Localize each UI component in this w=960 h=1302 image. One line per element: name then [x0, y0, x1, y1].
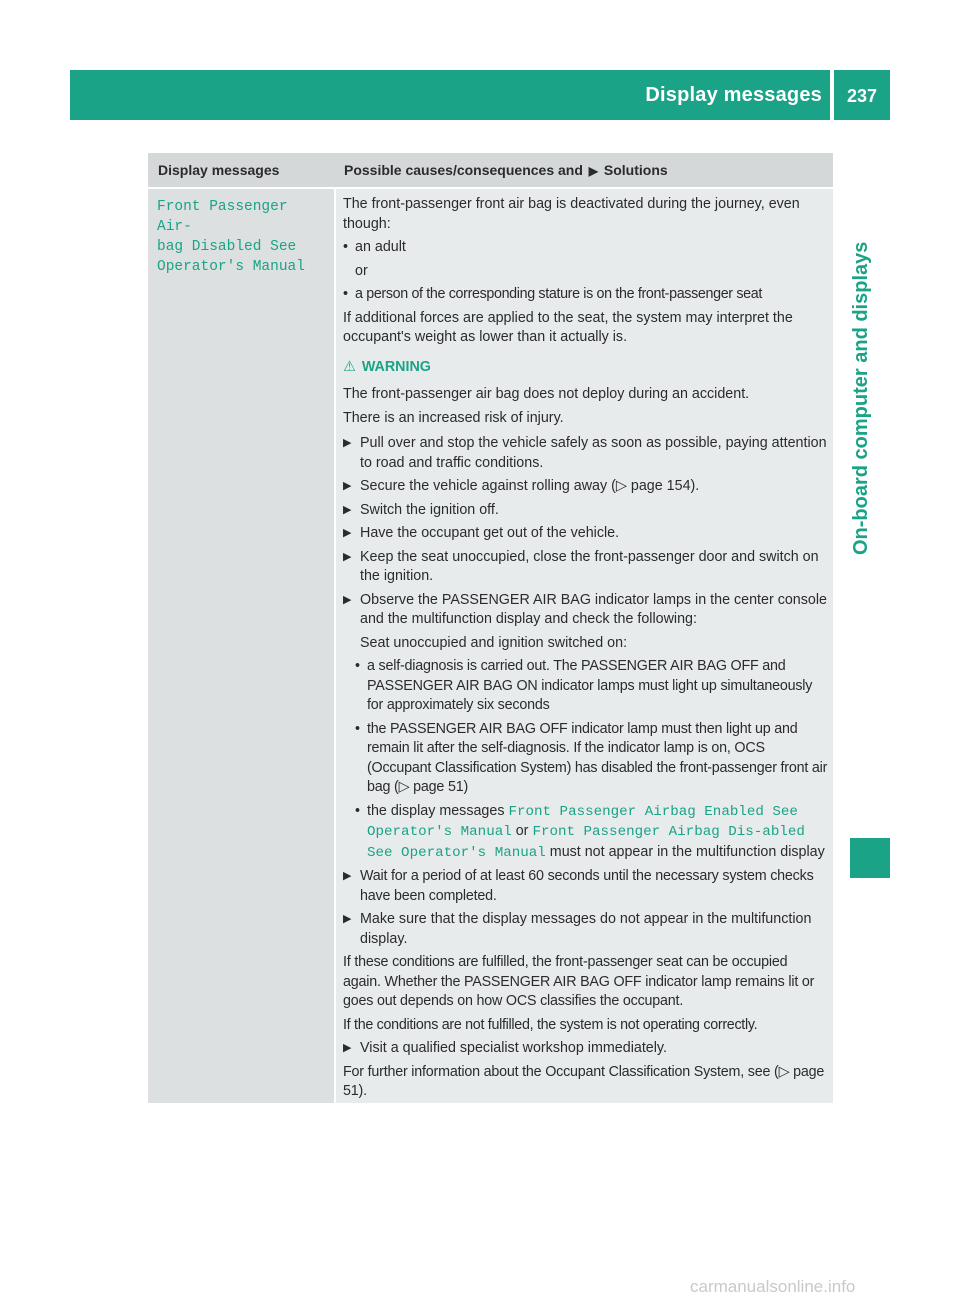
warning-heading	[343, 358, 828, 378]
page-ref-icon: ▷	[615, 478, 627, 494]
section-label-text: On-board computer and displays	[850, 241, 872, 555]
message-line: Operator's Manual	[157, 259, 305, 275]
table-header-row	[148, 153, 833, 187]
seat-unoccupied-text: Seat unoccupied and ignition switched on:	[360, 634, 628, 651]
display-message-text	[157, 197, 327, 277]
step-item: ▶ Pull over and stop the vehicle safely as soon as possible, paying attention to road and traffic conditions.	[343, 434, 828, 473]
message-cell	[148, 189, 334, 1103]
display-message-ref: Front Passenger Airbag Enabled See Operator's Manual	[367, 803, 798, 840]
bullet-item: • an adult	[343, 238, 828, 258]
or-text: or	[515, 823, 529, 839]
further-info-text	[343, 1063, 828, 1102]
step-item: ▶ Wait for a period of at least 60 seconds until the necessary system checks have been completed.	[343, 867, 828, 906]
bullet-text: the display messages	[367, 802, 505, 819]
intro-text: The front-passenger front air bag is deactivated during the journey, even though:	[343, 196, 800, 232]
bullet-item	[343, 802, 828, 864]
bullet-text: the PASSENGER AIR BAG OFF indicator lamp must then light up and remain lit after the self-diagnosis. If the indicator lamp is on, OCS (Occupant Classification System) has disabled the front-passenger front air bag (	[367, 720, 828, 795]
page-ref: page 51)	[413, 779, 469, 795]
page-ref-icon: ▷	[778, 1063, 790, 1080]
page-ref: page 51).	[343, 1063, 825, 1099]
bullet-item	[343, 720, 828, 798]
message-line: Front Passenger Air‐	[157, 199, 288, 235]
further-text: For further information about the Occupant Classification System, see (	[343, 1063, 779, 1080]
solutions-content	[343, 195, 828, 1106]
warning-label: WARNING	[361, 358, 431, 375]
bullet-item: • a self-diagnosis is carried out. The PASSENGER AIR BAG OFF and PASSENGER AIR BAG ON indicator lamps must light up simultaneously for approximately six seconds	[343, 657, 828, 716]
warning-triangle-icon: ⚠	[343, 358, 356, 375]
header-causes-text: Possible causes/consequences and	[344, 162, 583, 178]
step-item: ▶ Make sure that the display messages do not appear in the multifunction display.	[343, 910, 828, 949]
message-line: bag Disabled See	[157, 239, 297, 255]
header-bar	[70, 70, 830, 120]
warning-text: There is an increased risk of injury.	[343, 409, 564, 426]
step-item	[343, 477, 828, 497]
page-ref-icon: ▷	[398, 779, 410, 795]
warning-text: The front-passenger air bag does not deploy during an accident.	[343, 386, 750, 402]
step-item: ▶ Have the occupant get out of the vehicle.	[343, 524, 828, 544]
page-number-box	[834, 70, 890, 120]
watermark: carmanualsonline.info	[690, 1277, 856, 1296]
step-item: ▶ Observe the PASSENGER AIR BAG indicator lamps in the center console and the multifunction display and check the following:	[343, 591, 828, 630]
action-arrow-icon: ▶	[588, 164, 599, 178]
step-item: ▶ Keep the seat unoccupied, close the front-passenger door and switch on the ignition.	[343, 548, 828, 587]
column-header-solutions	[344, 162, 668, 178]
bullet-text: must not appear in the multifunction display	[549, 843, 825, 860]
bullet-item: • a person of the corresponding stature is on the front-passenger seat	[343, 285, 828, 305]
or-text: or	[355, 262, 368, 279]
not-fulfilled-text: If the conditions are not fulfilled, the system is not operating correctly.	[343, 1016, 758, 1033]
column-header-messages: Display messages	[158, 162, 280, 178]
side-tab-marker	[850, 838, 890, 878]
fulfilled-text: If these conditions are fulfilled, the front-passenger seat can be occupied again. Whether the PASSENGER AIR BAG OFF indicator lamp remains lit or goes out depends on how OCS classifies the occupant.	[343, 954, 815, 1009]
forces-text: If additional forces are applied to the seat, the system may interpret the occupant's weight as lower than it actually is.	[343, 309, 793, 345]
display-message-ref: Front Passenger Airbag Dis‐abled See Operator's Manual	[367, 824, 805, 861]
step-text: Secure the vehicle against rolling away (	[360, 478, 616, 494]
step-item: ▶ Visit a qualified specialist workshop immediately.	[343, 1039, 828, 1059]
header-solutions-text: Solutions	[603, 162, 668, 178]
page-ref: page 154).	[630, 478, 700, 494]
page-title: Display messages	[645, 84, 822, 106]
page-number: 237	[846, 86, 878, 106]
step-item: ▶ Switch the ignition off.	[343, 501, 828, 521]
